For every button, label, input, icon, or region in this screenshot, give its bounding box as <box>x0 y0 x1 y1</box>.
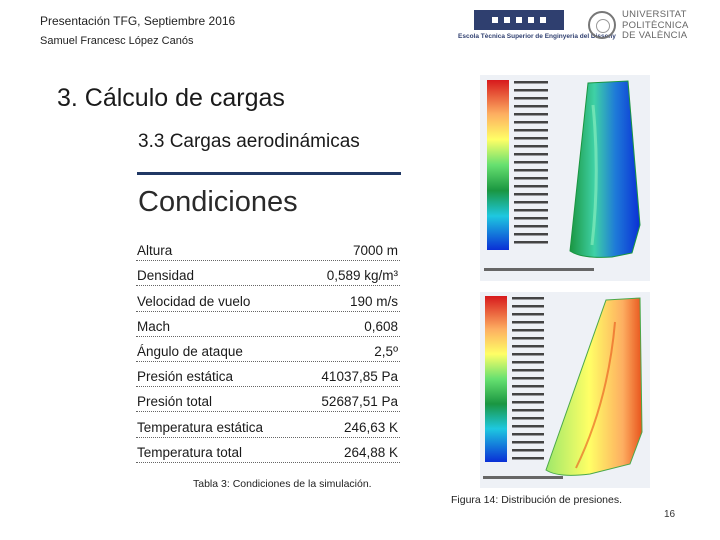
condition-row-mach <box>136 312 400 337</box>
university-seal-icon <box>588 11 616 39</box>
pressure-contour-top-image <box>480 75 650 281</box>
condition-row-presion-total <box>136 387 400 412</box>
condition-row-temperatura-estatica <box>136 412 400 437</box>
condition-row-densidad <box>136 261 400 286</box>
section-heading: Condiciones <box>138 186 298 218</box>
page-number: 16 <box>664 509 676 520</box>
condition-label: Altura <box>137 243 173 259</box>
condition-row-temperatura-total <box>136 438 400 463</box>
condition-row-velocidad <box>136 286 400 311</box>
header-presentation: Presentación TFG, Septiembre 2016 <box>40 14 236 28</box>
condition-value: 41037,85 Pa <box>321 369 398 385</box>
condition-value: 7000 m <box>352 243 398 259</box>
condition-label: Temperatura total <box>137 444 243 460</box>
pressure-contour-bottom-image <box>480 292 650 488</box>
condition-label: Temperatura estática <box>137 419 264 435</box>
conditions-table <box>136 236 400 463</box>
condition-value: 0,608 <box>364 318 398 334</box>
university-line1: UNIVERSITAT <box>622 9 687 20</box>
condition-label: Mach <box>137 318 171 334</box>
condition-row-presion-estatica <box>136 362 400 387</box>
figure-caption: Figura 14: Distribución de presiones. <box>451 494 623 506</box>
section-rule <box>137 172 401 175</box>
school-logo <box>458 10 616 44</box>
condition-label: Ángulo de ataque <box>137 343 243 359</box>
condition-value: 246,63 K <box>343 419 398 435</box>
condition-value: 0,589 kg/m³ <box>326 268 398 284</box>
condition-value: 2,5º <box>374 343 398 359</box>
condition-row-angulo <box>136 337 400 362</box>
condition-label: Presión total <box>137 394 213 410</box>
slide-title: 3. Cálculo de cargas <box>57 84 285 112</box>
university-line2: POLITÈCNICA <box>622 19 689 31</box>
university-logo <box>588 9 694 41</box>
school-logo-mark <box>474 10 564 30</box>
condition-label: Presión estática <box>137 369 234 385</box>
school-logo-caption: Escola Tècnica Superior de Enginyeria del Disseny <box>458 33 616 40</box>
condition-value: 52687,51 Pa <box>321 394 398 410</box>
condition-label: Velocidad de vuelo <box>137 293 251 309</box>
slide-subtitle: 3.3 Cargas aerodinámicas <box>138 131 360 152</box>
university-line3: DE VALÈNCIA <box>622 30 688 41</box>
condition-value: 190 m/s <box>349 293 398 309</box>
table-caption: Tabla 3: Condiciones de la simulación. <box>193 478 372 490</box>
condition-label: Densidad <box>137 268 195 284</box>
header-author: Samuel Francesc López Canós <box>40 35 194 47</box>
condition-value: 264,88 K <box>343 444 398 460</box>
condition-row-altura <box>136 236 400 261</box>
